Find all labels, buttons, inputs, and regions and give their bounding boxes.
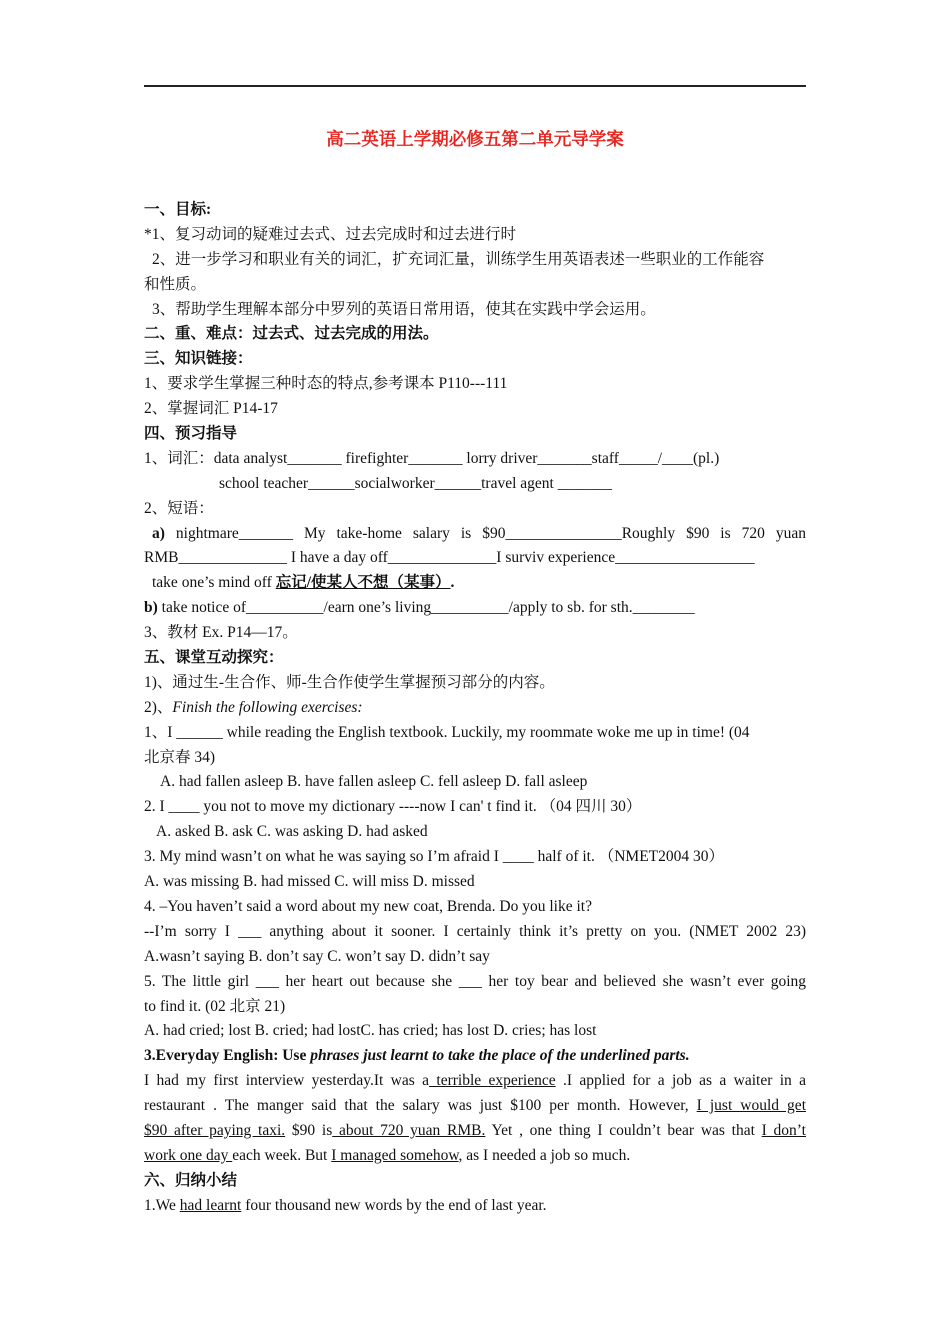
question-5-options: A. had cried; lost B. cried; had lostC. has cried; has lost D. cries; has lost <box>144 1022 597 1040</box>
vocab-line-2: school teacher______socialworker______travel agent _______ <box>219 474 612 492</box>
question-1: 1、I ______ while reading the English textbook. Luckily, my roommate woke me up in time! (04 <box>144 723 750 741</box>
phrase-a-line-1 <box>144 522 806 547</box>
question-3: 3. My mind wasn’t on what he was saying so I’m afraid I ____ half of it. （NMET2004 30） <box>144 848 725 866</box>
page-title: 高二英语上学期必修五第二单元导学案 <box>326 129 624 149</box>
everyday-english-instruction: phrases just learnt to take the place of the underlined parts. <box>310 1047 690 1065</box>
phrase-a-line-2: RMB______________ I have a day off______________I surviv experience__________________ <box>144 549 755 567</box>
explore-2 <box>144 696 806 721</box>
passage-line-2 <box>144 1094 806 1119</box>
section-keypoints: 二、重、难点：过去式、过去完成的用法。 <box>144 325 439 343</box>
underlined-phrase: I don’t <box>761 1121 806 1139</box>
passage-text: each week. But <box>232 1146 332 1164</box>
underlined-phrase: I managed somehow <box>331 1146 459 1164</box>
underlined-phrase: $90 after paying taxi. <box>144 1121 286 1139</box>
phrase-mind-off-meaning: 忘记/使某人不想（某事） <box>275 574 451 592</box>
goal-2: 2、进一步学习和职业有关的词汇，扩充词汇量，训练学生用英语表述一些职业的工作能容 <box>152 250 765 268</box>
explore-2-text: Finish the following exercises: <box>172 698 363 716</box>
section-explore-heading: 五、课堂互动探究： <box>144 649 284 667</box>
everyday-english-title: 3.Everyday English: Use <box>144 1047 311 1065</box>
section-preview-heading: 四、预习指导 <box>144 425 238 443</box>
passage-text: $90 is <box>285 1121 333 1139</box>
question-4: 4. –You haven’t said a word about my new coat, Brenda. Do you like it? <box>144 897 592 915</box>
passage-text: , as I needed a job so much. <box>458 1146 631 1164</box>
summary-1 <box>144 1194 806 1219</box>
summary-text: 1.We <box>144 1196 180 1214</box>
question-2: 2. I ____ you not to move my dictionary ----now I can' t find it. （04 四川 30） <box>144 798 642 816</box>
phrase-b-label: b) <box>144 599 158 617</box>
textbook-ex: 3、教材 Ex. P14—17。 <box>144 624 298 642</box>
phrase-b-line <box>144 596 806 621</box>
phrase-mind-off-end: . <box>450 574 455 592</box>
question-4-options: A.wasn’t saying B. don’t say C. won’t say D. didn’t say <box>144 947 490 965</box>
section-summary-heading: 六、归纳小结 <box>144 1171 238 1189</box>
passage-text: Yet , one thing I couldn’t bear was that <box>485 1121 762 1139</box>
document-body <box>144 198 806 1219</box>
section-links-heading: 三、知识链接： <box>144 350 253 368</box>
question-5-source: to find it. (02 北京 21) <box>144 997 286 1015</box>
phrase-a-label: a) <box>152 524 165 542</box>
question-5: 5. The little girl ___ her heart out because she ___ her toy bear and believed she wasn’t ever going <box>144 972 806 990</box>
passage-text: restaurant . The manger said that the salary was just $100 per month. However, <box>144 1097 697 1115</box>
passage-line-3 <box>144 1119 806 1144</box>
explore-2-num: 2)、 <box>144 698 173 716</box>
passage-text: .I applied for a job as a waiter in a <box>555 1072 807 1090</box>
goal-1: *1、复习动词的疑难过去式、过去完成时和过去进行时 <box>144 225 517 243</box>
phrase-mind-off-text: take one’s mind off <box>152 574 276 592</box>
phrase-b-text: take notice of__________/earn one’s living__________/apply to sb. for sth.________ <box>157 599 695 617</box>
summary-text: four thousand new words by the end of last year. <box>241 1196 547 1214</box>
question-3-options: A. was missing B. had missed C. will miss D. missed <box>144 873 475 891</box>
section-goals-heading: 一、目标: <box>144 201 212 218</box>
phrase-a-text-1: nightmare_______ My take-home salary is $90_______________Roughly $90 is 720 yuan <box>164 524 806 542</box>
passage-line-1 <box>144 1069 806 1094</box>
goal-2-cont: 和性质。 <box>144 275 207 293</box>
explore-1: 1)、通过生-生合作、师-生合作使学生掌握预习部分的内容。 <box>144 673 555 691</box>
phrase-title: 2、短语： <box>144 499 214 517</box>
vocab-line-1: 1、词汇：data analyst_______ firefighter_______ lorry driver_______staff_____/____(pl.) <box>144 449 720 467</box>
passage-text: I had my first interview yesterday.It was a <box>144 1072 430 1090</box>
underlined-phrase: about 720 yuan RMB. <box>332 1121 486 1139</box>
everyday-english-heading <box>144 1044 806 1069</box>
question-1-source: 北京春 34) <box>144 748 216 766</box>
link-2: 2、掌握词汇 P14-17 <box>144 400 278 418</box>
underlined-phrase: work one day <box>144 1146 233 1164</box>
underlined-phrase: had learnt <box>179 1196 242 1214</box>
goal-3: 3、帮助学生理解本部分中罗列的英语日常用语，使其在实践中学会运用。 <box>152 300 656 318</box>
passage-line-4 <box>144 1144 806 1169</box>
underlined-phrase: I just would get <box>696 1097 806 1115</box>
link-1: 1、要求学生掌握三种时态的特点,参考课本 P110---111 <box>144 375 508 393</box>
question-1-options: A. had fallen asleep B. have fallen asleep C. fell asleep D. fall asleep <box>160 773 588 791</box>
underlined-phrase: terrible experience <box>429 1072 556 1090</box>
top-rule <box>144 85 806 87</box>
phrase-mind-off <box>144 571 806 596</box>
question-2-options: A. asked B. ask C. was asking D. had asked <box>156 823 428 841</box>
question-4-reply: --I’m sorry I ___ anything about it sooner. I certainly think it’s pretty on you. (NMET 2002 23) <box>144 922 806 940</box>
